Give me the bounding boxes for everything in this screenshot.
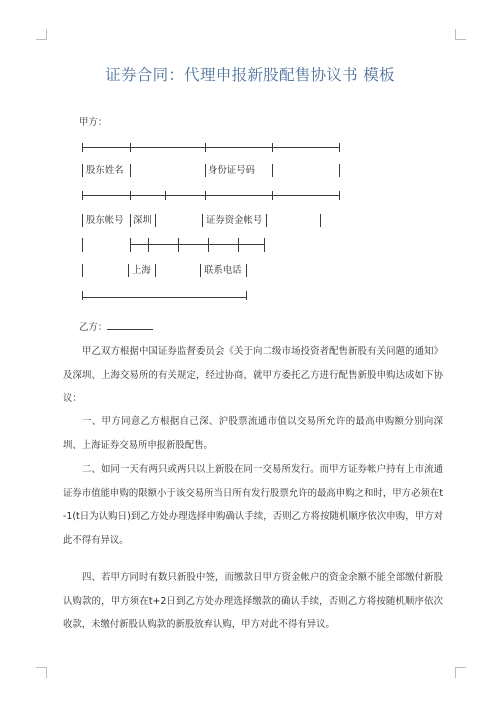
field-id-number: 身份证号码 — [208, 165, 255, 176]
document-title: 证券合同：代理申报新股配售协议书 模板 — [105, 66, 395, 84]
field-contact-phone: 联系电话 — [204, 265, 242, 276]
crop-mark-top-left — [36, 29, 47, 40]
party-b-blank — [107, 320, 153, 330]
form-rule — [82, 195, 339, 196]
form-rule — [82, 297, 246, 298]
crop-mark-bottom-right — [455, 667, 466, 678]
form-tick — [272, 143, 273, 152]
crop-mark-top-right — [455, 29, 466, 40]
form-tick — [130, 143, 131, 152]
field-shareholder-account: 股东帐号 — [86, 215, 124, 226]
form-tick — [339, 143, 340, 152]
party-b-line — [79, 320, 153, 334]
field-shenzhen: 深圳 — [133, 215, 152, 226]
field-shareholder-name: 股东姓名 — [86, 165, 124, 176]
crop-mark-bottom-left — [36, 667, 47, 678]
paragraph-intro: 甲乙双方根据中国证券监督委员会《关于向二级市场投资者配售新股有关问题的通知》及深圳、上海交易所的有关规定，经过协商，就甲方委托乙方进行配售新股申购达成如下协议： — [63, 346, 443, 405]
form-tick — [205, 143, 206, 152]
form-tick — [82, 143, 83, 152]
party-a-label: 甲方： — [79, 117, 108, 128]
field-fund-account: 证券资金帐号 — [206, 215, 263, 226]
form-rule — [82, 147, 339, 148]
paragraph-clause-1: 一、甲方同意乙方根据自己深、沪股票流通市值以交易所允许的最高申购额分别向深圳、上海证券交易所申报新股配售。 — [63, 416, 443, 451]
field-shanghai: 上海 — [132, 265, 151, 276]
paragraph-clause-4: 四、若甲方同时有数只新股中签，而缴款日甲方资金帐户的资金余额不能全部缴付新股认购款的，甲方须在t+2日到乙方处办理选择缴款的确认手续，否则乙方将按随机顺序依次收款，未缴付新股认购款的新股放弃认购，甲方对此不得有异议。 — [63, 572, 443, 631]
form-rule — [130, 244, 264, 245]
party-b-label: 乙方： — [79, 322, 108, 333]
paragraph-clause-2: 二、如同一天有两只或两只以上新股在同一交易所发行。而甲方证券帐户持有上市流通证券市值能申购的限额小于该交易所当日所有发行股票允许的最高申购之和时，甲方必须在t-1(t日为认购日)到乙方处办理选择申购确认手续，否则乙方将按随机顺序依次申购，甲方对此不得有异议。 — [63, 464, 443, 546]
